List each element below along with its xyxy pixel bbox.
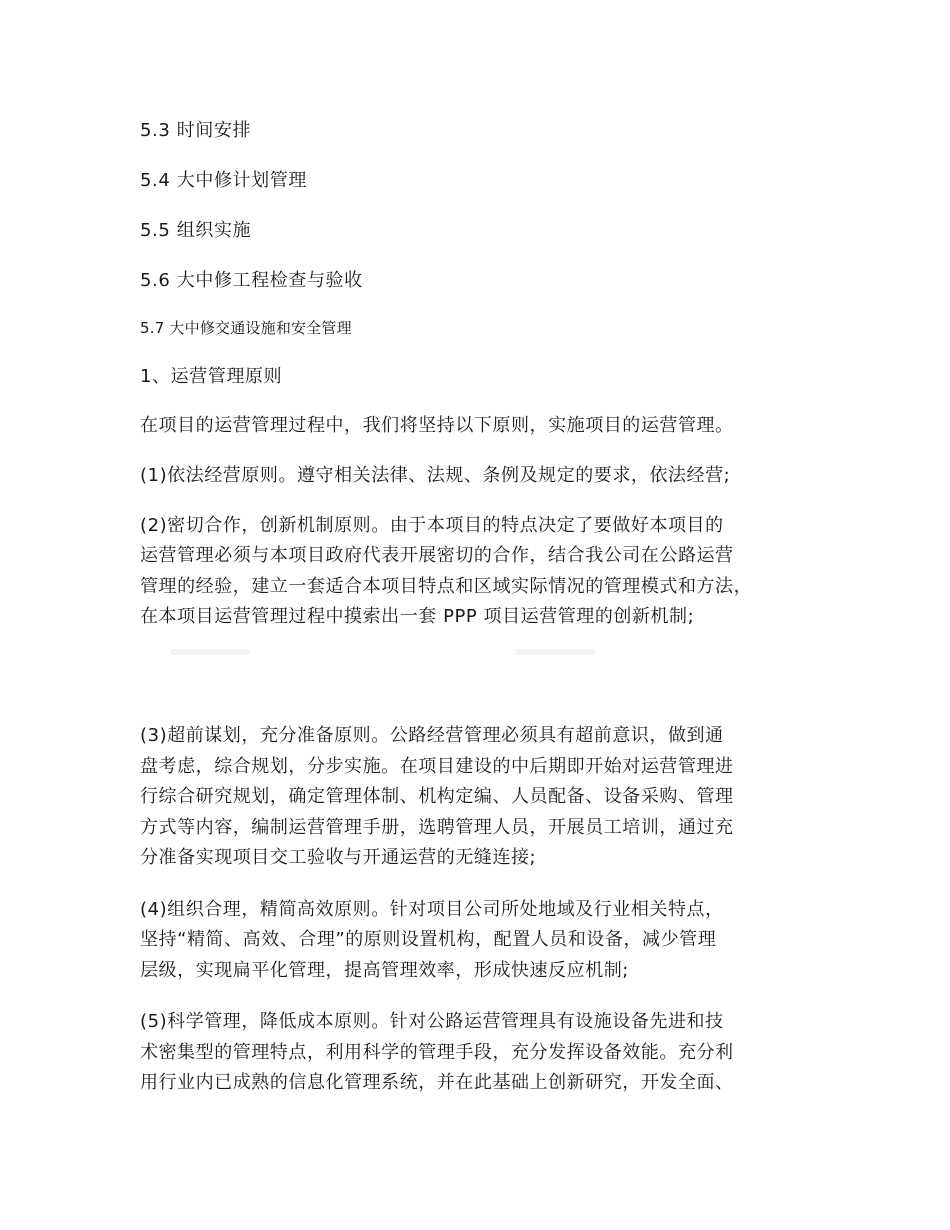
- heading-5-6: 5.6 大中修工程检查与验收: [140, 270, 363, 291]
- paragraph-line: 盘考虑，综合规划，分步实施。在项目建设的中后期即开始对运营管理进: [140, 756, 734, 777]
- paragraph-line: 层级，实现扁平化管理，提高管理效率，形成快速反应机制;: [140, 960, 629, 981]
- paragraph-line: (5)科学管理，降低成本原则。针对公路运营管理具有设施设备先进和技: [140, 1011, 724, 1032]
- paragraph-line: 分准备实现项目交工验收与开通运营的无缝连接;: [140, 847, 537, 868]
- paragraph-line: 方式等内容，编制运营管理手册，选聘管理人员，开展员工培训，通过充: [140, 817, 734, 838]
- paragraph-line: 在本项目运营管理过程中摸索出一套 PPP 项目运营管理的创新机制;: [140, 606, 695, 627]
- paragraph-line: (4)组织合理，精简高效原则。针对项目公司所处地域及行业相关特点，: [140, 899, 724, 920]
- heading-5-5: 5.5 组织实施: [140, 220, 252, 241]
- heading-5-7: 5.7 大中修交通设施和安全管理: [140, 319, 352, 337]
- heading-5-3: 5.3 时间安排: [140, 120, 252, 141]
- scan-artifact: [170, 649, 250, 655]
- section-title: 1、运营管理原则: [140, 366, 283, 387]
- paragraph-line: 术密集型的管理特点，利用科学的管理手段，充分发挥设备效能。充分利: [140, 1042, 734, 1063]
- intro-paragraph: 在项目的运营管理过程中，我们将坚持以下原则，实施项目的运营管理。: [140, 415, 734, 436]
- paragraph-line: 坚持“精简、高效、合理”的原则设置机构，配置人员和设备，减少管理: [140, 929, 717, 950]
- paragraph-line: 行综合研究规划，确定管理体制、机构定编、人员配备、设备采购、管理: [140, 786, 734, 807]
- paragraph-1: (1)依法经营原则。遵守相关法律、法规、条例及规定的要求，依法经营;: [140, 465, 731, 486]
- paragraph-line: 运营管理必须与本项目政府代表开展密切的合作，结合我公司在公路运营: [140, 545, 734, 566]
- paragraph-line: 管理的经验，建立一套适合本项目特点和区域实际情况的管理模式和方法，: [140, 576, 753, 597]
- paragraph-line: (2)密切合作，创新机制原则。由于本项目的特点决定了要做好本项目的: [140, 515, 724, 536]
- scan-artifact: [515, 649, 595, 655]
- paragraph-line: (3)超前谋划，充分准备原则。公路经营管理必须具有超前意识，做到通: [140, 725, 724, 746]
- heading-5-4: 5.4 大中修计划管理: [140, 170, 307, 191]
- paragraph-line: 用行业内已成熟的信息化管理系统，并在此基础上创新研究，开发全面、: [140, 1072, 734, 1093]
